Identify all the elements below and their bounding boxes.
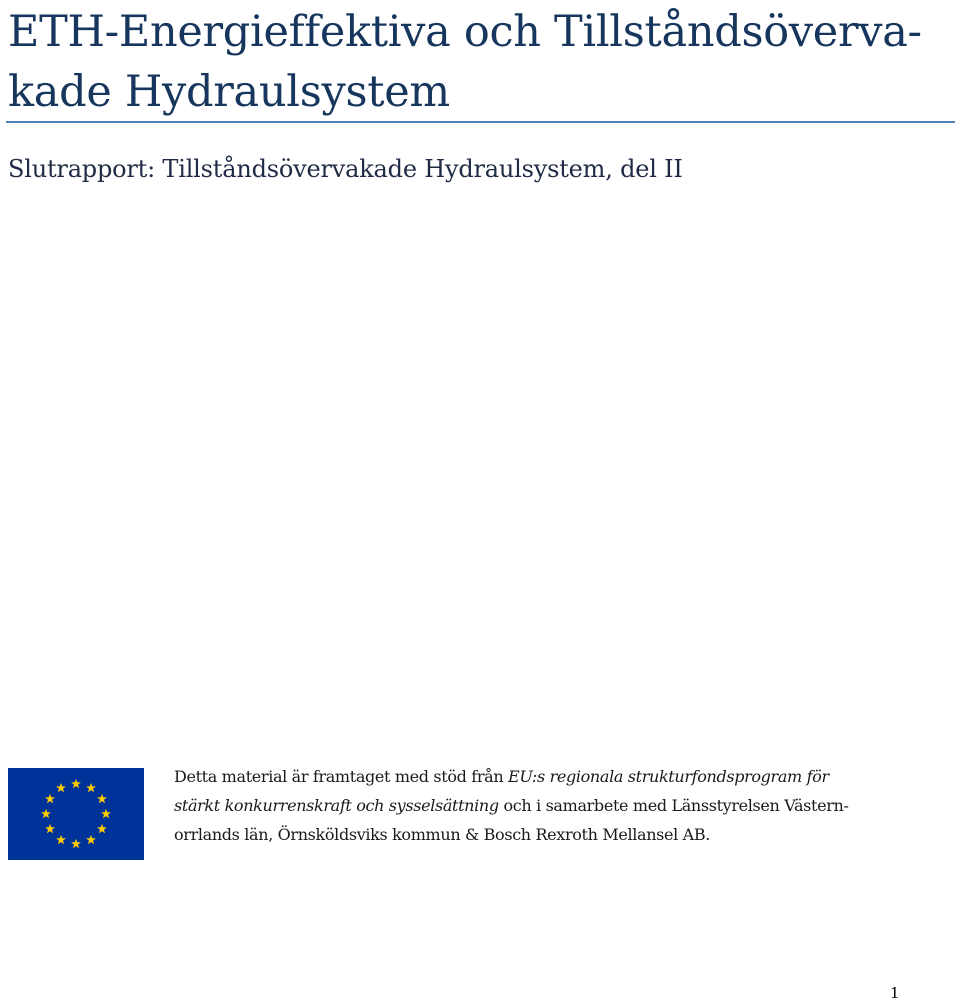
title-divider — [6, 121, 955, 123]
page-number: 1 — [890, 984, 900, 1000]
funding-statement — [174, 762, 956, 849]
document-title — [8, 2, 953, 122]
funding-line-1-italic: EU:s regionala strukturfondsprogram för — [508, 767, 829, 786]
eu-flag-icon — [8, 768, 144, 860]
funding-line-1-text: Detta material är framtaget med stöd från — [174, 767, 509, 786]
funding-line-1 — [174, 762, 956, 791]
document-title-line-1: ETH-Energieffektiva och Tillståndsöverva- — [8, 7, 922, 57]
document-title-line-2: kade Hydraulsystem — [8, 67, 450, 117]
funding-line-2-text: och i samarbete med Länsstyrelsen Västern- — [498, 796, 849, 815]
funding-line-2 — [174, 791, 956, 820]
funding-line-3: orrlands län, Örnsköldsviks kommun & Bosch Rexroth Mellansel AB. — [174, 825, 710, 844]
document-subtitle: Slutrapport: Tillståndsövervakade Hydraulsystem, del II — [8, 155, 683, 183]
funding-line-2-italic: stärkt konkurrenskraft och sysselsättning — [174, 796, 499, 815]
